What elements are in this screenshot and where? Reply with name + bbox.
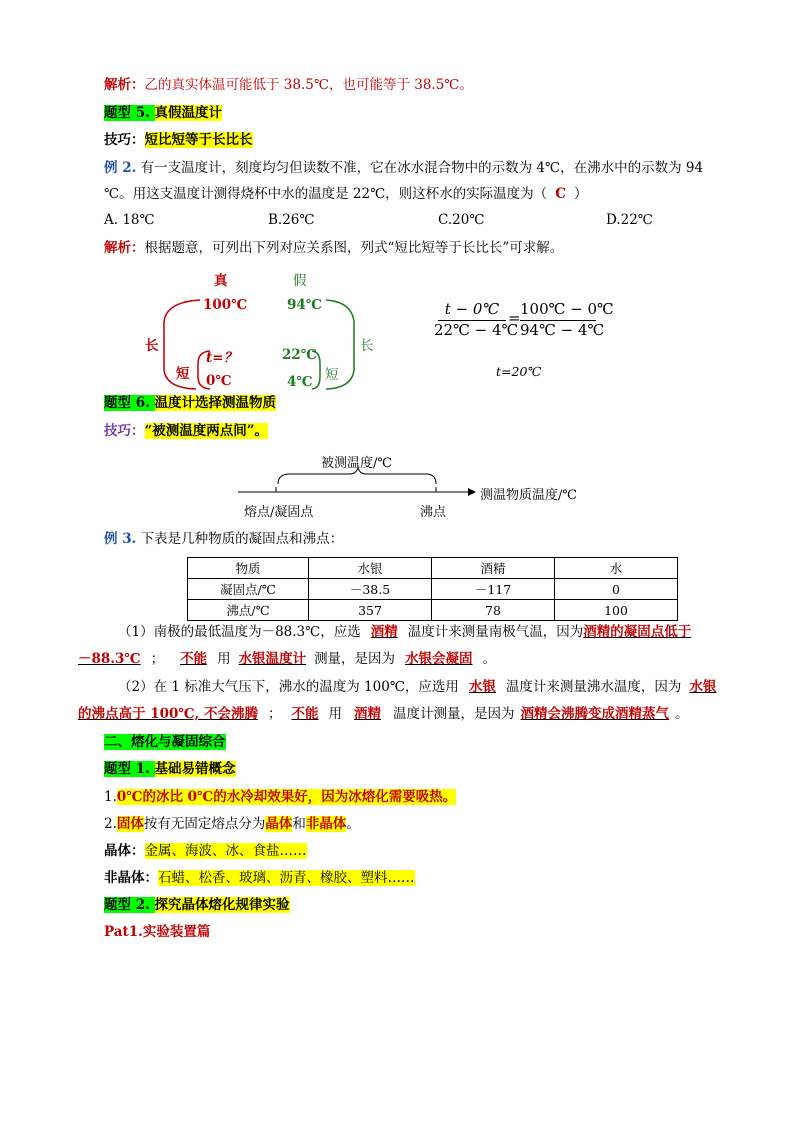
option-d: D.22℃ (606, 212, 653, 228)
q2-text-g: 。 (674, 706, 689, 722)
formula-den-right: 94℃ − 4℃ (520, 321, 605, 339)
q2-text-c: 温度计来测量沸水温度，因为 (505, 679, 682, 695)
table-header-cell: 酒精 (432, 558, 555, 579)
concept-1 (104, 788, 456, 806)
table-cell: 78 (432, 600, 555, 621)
tip-label: 技巧： (104, 132, 145, 148)
q1-answer-5: 水银会凝固 (405, 651, 473, 667)
example-2-text-2: ℃。用这支温度计测得烧杯中水的温度是 22℃，则这杯水的实际温度为（ (104, 186, 548, 202)
tip-text: 短比短等于长比长 (144, 132, 253, 148)
table-cell: 沸点/℃ (188, 600, 309, 621)
axis-label: 测温物质温度/℃ (480, 488, 577, 503)
topic-5-title: 真假温度计 (154, 105, 222, 121)
topic-1-label: 题型 1. (104, 761, 155, 777)
question-2-line-2 (78, 705, 688, 723)
formula-num-left: t − 0℃ (444, 300, 500, 318)
q1-text-d: ； (150, 651, 165, 667)
concept-2-solid: 固体 (116, 816, 144, 832)
q2-answer-2a: 水银 (689, 679, 717, 695)
amorphous-examples (104, 869, 415, 887)
concept-2-mid: 按有无固定熔点分为 (143, 816, 266, 832)
true-label: 真 (214, 273, 228, 289)
q2-text-a: （2）在 1 标准大气压下，沸水的温度为 100℃，应选用 (118, 679, 459, 695)
long-label-left: 长 (145, 338, 159, 354)
part-1-title: Pat1.实验装置篇 (104, 924, 211, 940)
topic-2-label: 题型 2. (104, 897, 155, 913)
question-1-line-1 (118, 623, 691, 641)
formula-den-left: 22℃ − 4℃ (434, 321, 519, 339)
long-label-right: 长 (360, 338, 374, 354)
example-2-text-1: 有一支温度计，刻度均匀但读数不准，它在冰水混合物中的示数为 4℃，在沸水中的示数为 94 (136, 160, 704, 176)
section-2-title: 二、熔化与凝固综合 (104, 734, 226, 750)
amorphous-label: 非晶体： (104, 870, 158, 886)
crystal-label: 晶体： (104, 843, 145, 859)
part-1-heading (104, 923, 210, 941)
tip-label-2: 技巧： (104, 423, 145, 439)
example-3-label: 例 3. (104, 531, 137, 547)
substance-table (187, 557, 678, 621)
example-2-label: 例 2. (104, 160, 137, 176)
analysis-text-2: 根据题意，可列出下列对应关系图，列式“短比短等于长比长”可求解。 (144, 240, 564, 256)
formula-result: t=20℃ (496, 364, 542, 379)
table-cell: 凝固点/℃ (188, 579, 309, 600)
q1-answer-3: 不能 (180, 651, 208, 667)
example-3-line (104, 530, 343, 548)
concept-1-number: 1. (104, 789, 117, 805)
option-b: B.26℃ (268, 212, 315, 228)
analysis-label: 解析： (104, 77, 145, 93)
concept-2-number: 2. (104, 816, 117, 832)
false-94: 94℃ (287, 297, 322, 313)
axis-arrow (468, 488, 476, 496)
example-3-text: 下表是几种物质的凝固点和沸点： (136, 531, 344, 547)
topic-2-title: 探究晶体熔化规律实验 (154, 897, 290, 913)
table-header-cell: 物质 (188, 558, 309, 579)
table-cell: 0 (555, 579, 678, 600)
concept-2-end: 。 (346, 816, 360, 832)
concept-2-and: 和 (292, 816, 306, 832)
true-t: t=？ (206, 350, 238, 366)
topic-1-heading (104, 760, 236, 778)
table-cell: －38.5 (309, 579, 432, 600)
analysis-label-2: 解析： (104, 240, 145, 256)
formula-equals: = (508, 309, 521, 327)
q1-answer-2a: 酒精的凝固点低于 (583, 624, 692, 640)
concept-1-text: 0℃的冰比 0℃的水冷却效果好，因为冰熔化需要吸热。 (116, 789, 457, 805)
table-row (188, 579, 678, 600)
table-row (188, 600, 678, 621)
range-label: 被测温度/℃ (321, 456, 392, 471)
concept-2-amorphous: 非晶体 (305, 816, 347, 832)
option-c: C.20℃ (438, 212, 485, 228)
analysis-text: 乙的真实体温可能低于 38.5℃，也可能等于 38.5℃。 (144, 77, 473, 93)
concept-2 (104, 815, 360, 833)
q1-answer-1: 酒精 (370, 624, 398, 640)
q2-answer-4: 酒精 (353, 706, 381, 722)
topic-2-heading (104, 896, 290, 914)
table-cell: 357 (309, 600, 432, 621)
option-a: A. 18℃ (104, 212, 155, 228)
table-cell: －117 (432, 579, 555, 600)
concept-2-crystal: 晶体 (265, 816, 293, 832)
example-2-answer: C (555, 186, 566, 202)
q2-answer-1: 水银 (468, 679, 496, 695)
table-cell: 100 (555, 600, 678, 621)
crystal-examples (104, 842, 307, 860)
true-0: 0℃ (206, 373, 232, 389)
question-2-line-1 (118, 678, 716, 696)
melting-point-label: 熔点/凝固点 (244, 505, 314, 520)
topic-6-label: 题型 6. (104, 395, 155, 411)
section-2-heading (104, 733, 226, 751)
short-label-left: 短 (176, 366, 190, 382)
table-header-cell: 水 (555, 558, 678, 579)
false-22: 22℃ (282, 347, 317, 363)
q1-text-e: 用 (217, 651, 231, 667)
example-2-text-3: ） (573, 186, 588, 202)
axis-lines (0, 0, 794, 530)
q1-answer-4: 水银温度计 (238, 651, 307, 667)
topic-5-label: 题型 5. (104, 105, 155, 121)
formula-num-right: 100℃ − 0℃ (520, 300, 614, 318)
q2-answer-3: 不能 (291, 706, 319, 722)
q2-text-e: 用 (328, 706, 342, 722)
q1-text-c: 温度计来测量南极气温，因为 (407, 624, 584, 640)
q1-answer-2b: －88.3℃ (78, 651, 141, 667)
false-label: 假 (293, 273, 307, 289)
range-brace (278, 468, 436, 484)
topic-1-title: 基础易错概念 (154, 761, 236, 777)
q1-text-g: 。 (482, 651, 497, 667)
q2-text-d: ； (267, 706, 282, 722)
boiling-point-label: 沸点 (420, 505, 447, 520)
tip-text-2: “被测温度两点间”。 (144, 423, 269, 439)
table-header-cell: 水银 (309, 558, 432, 579)
q2-answer-2b: 的沸点高于 100℃, 不会沸腾 (78, 706, 258, 722)
crystal-list: 金属、海波、冰、食盐…… (144, 843, 307, 859)
short-label-right: 短 (325, 367, 339, 383)
question-1-line-2 (78, 650, 496, 668)
q2-text-f: 温度计测量，是因为 (392, 706, 515, 722)
q1-text-a: （1）南极的最低温度为－88.3℃，应选 (118, 624, 361, 640)
true-100: 100℃ (203, 297, 248, 313)
q2-answer-5: 酒精会沸腾变成酒精蒸气 (520, 706, 669, 722)
q1-text-f: 测量，是因为 (314, 651, 396, 667)
amorphous-list: 石蜡、松香、玻璃、沥青、橡胶、塑料…… (158, 870, 415, 886)
false-4: 4℃ (287, 374, 313, 390)
topic-6-title: 温度计选择测温物质 (154, 395, 276, 411)
table-header-row (188, 558, 678, 579)
